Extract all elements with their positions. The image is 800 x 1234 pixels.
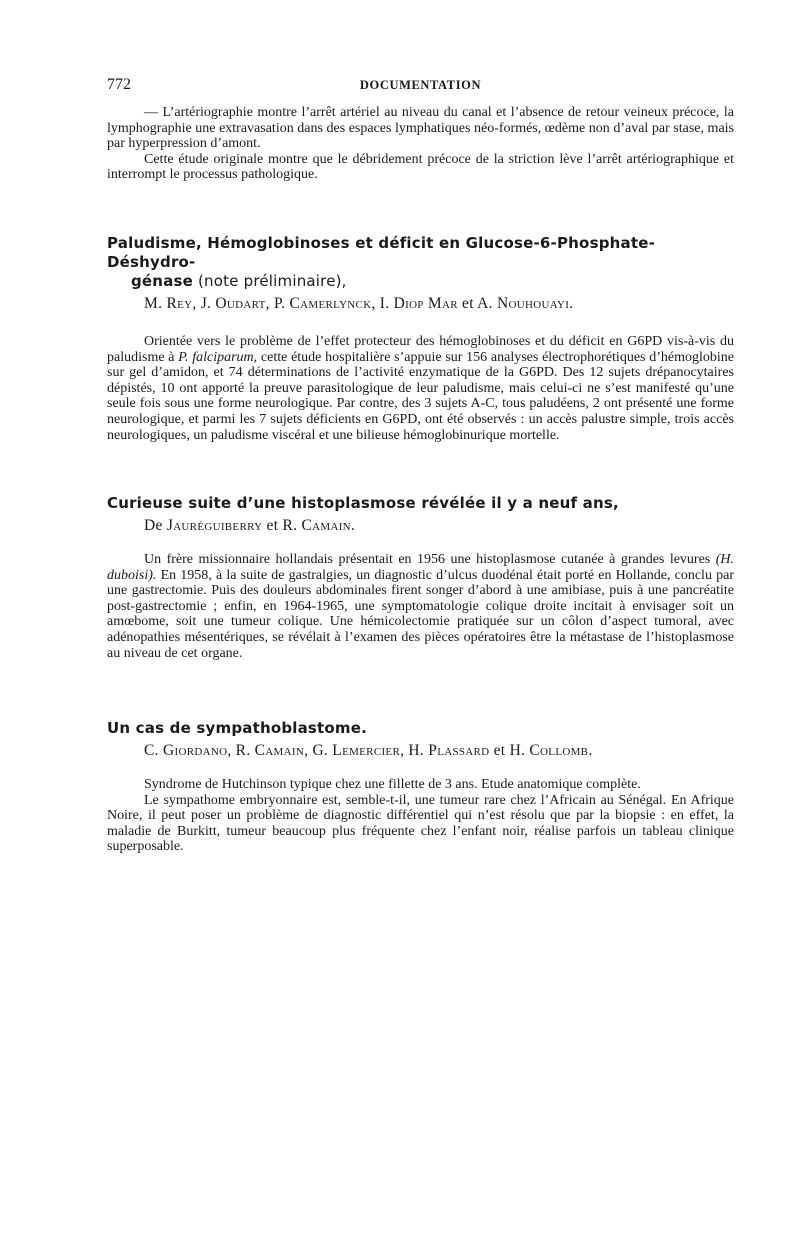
author-name: Camain: [254, 742, 305, 759]
title-line-2-text: génase: [131, 272, 194, 290]
author-initial: , I.: [371, 295, 394, 312]
article-authors: [144, 516, 734, 536]
author-name: Rey: [166, 295, 193, 312]
author-conjunction: et R.: [262, 517, 302, 534]
author-end: .: [569, 295, 574, 312]
article-title: Un cas de sympathoblastome.: [107, 719, 368, 737]
author-initial: , G.: [304, 742, 333, 759]
body-text: cette étude hospitalière s’appuie sur 156 analyses électrophorétiques d’hémoglobine sur gel d’amidon, et 74 déterminations de l’activité enzymatique de la G6PD. Des 12 sujets drépanocytaires dépistés, 10 ont apporté la preuve parasitologique de leur paludisme, mais celui-ci ne s’est manifesté qu’une seule fois sous une forme neurologique. Par contre, des 3 sujets A-C, tous paludéens, 2 ont présenté une forme neurologique, et parmi les 7 sujets déficients en G6PD, ont été observés : un accès palustre simple, trois accès neurologiques, un paludisme viscéral et une bilieuse hémoglobinurique mortelle.: [107, 349, 734, 443]
author-prefix: De: [144, 517, 167, 534]
body-text: Orientée vers le problème de l’effet protecteur des hémoglobinoses et du déficit en G6PD vis-à-vis du paludisme à: [107, 334, 734, 365]
author-name: Jauréguiberry: [166, 517, 263, 534]
author-name: Oudart: [215, 295, 266, 312]
article-body-1: Syndrome de Hutchinson typique chez une fillette de 3 ans. Etude anatomique complète.: [144, 777, 641, 792]
author-name: Camerlynck: [289, 295, 372, 312]
body-text: En 1958, à la suite de gastralgies, un diagnostic d’ulcus duodénal était porté en Hollande, conclu par une gastrectomie. Puis des douleurs abdominales firent songer d’abord à une amibiase, puis à une pancréatite post-gastrectomie ; enfin, en 1964-1965, une symptomatologie colique droite incitait à envisager soit un amœbome, soit une tumeur colique. Une hémicolectomie pratiquée sur un côlon d’aspect tumoral, avec adénopathies mésentériques, se révélait à l’examen des pièces opératoires être la métastase de l’histoplasmose au niveau de cet organe.: [107, 567, 734, 661]
article-sympathoblastome: [107, 719, 734, 855]
author-name: Collomb: [529, 742, 589, 759]
article-title: Curieuse suite d’une histoplasmose révélée il y a neuf ans,: [107, 494, 619, 512]
title-line-2: [107, 272, 347, 290]
author-name: Lemercier: [332, 742, 401, 759]
article-body: [107, 334, 734, 443]
running-title: DOCUMENTATION: [359, 78, 482, 92]
author-name: Diop Mar: [393, 295, 458, 312]
page-number: 772: [107, 76, 131, 93]
author-initial: , P.: [265, 295, 290, 312]
author-conjunction: et A.: [457, 295, 497, 312]
author-name: Plassard: [428, 742, 490, 759]
author-initial: C.: [144, 742, 163, 759]
body-italic: P. falciparum,: [178, 349, 258, 365]
running-header: [107, 76, 734, 96]
author-name: Camain: [301, 517, 351, 534]
author-name: Giordano: [163, 742, 228, 759]
article-body-2: Le sympathome embryonnaire est, semble-t-il, une tumeur rare chez l’Africain au Sénégal. En Afrique Noire, il peut poser un problème de diagnostic différentiel qui n’est résolu que par la biopsie : en effet, la maladie de Burkitt, tumeur beaucoup plus fréquente chez l’enfant noir, réalise parfois un tableau clinique superposable.: [107, 792, 734, 855]
author-name: Nouhouayi: [497, 295, 570, 312]
intro-paragraph-2: Cette étude originale montre que le débridement précoce de la striction lève l’arrêt artériographique et interrompt le processus pathologique.: [107, 151, 734, 183]
author-initial: , H.: [400, 742, 429, 759]
intro-paragraph-1: — L’artériographie montre l’arrêt artériel au niveau du canal et l’absence de retour veineux précoce, la lymphographie une extravasation dans des espaces lymphatiques néo-formés, œdème non d’aval par stase, mais par hyperpression d’amont.: [107, 105, 734, 152]
author-end: .: [350, 517, 356, 534]
article-body: [107, 552, 734, 661]
title-note: (note préliminaire),: [193, 272, 347, 290]
article-histoplasmose: [107, 494, 734, 661]
article-authors: [144, 741, 734, 761]
article-authors: [144, 294, 734, 314]
author-initial: M.: [144, 295, 167, 312]
body-italic: (H. duboisi).: [107, 552, 734, 583]
intro-section: [107, 105, 734, 183]
title-line-1: Paludisme, Hémoglobinoses et déficit en Glucose-6-Phosphate-Déshydro-: [107, 234, 656, 271]
body-text: Un frère missionnaire hollandais présentait en 1956 une histoplasmose cutanée à grandes levures: [144, 552, 716, 567]
author-initial: , R.: [227, 742, 255, 759]
author-conjunction: et H.: [489, 742, 530, 759]
author-initial: , J.: [192, 295, 216, 312]
author-end: .: [588, 742, 593, 759]
article-paludisme: [107, 234, 734, 443]
article-title: [107, 234, 734, 291]
